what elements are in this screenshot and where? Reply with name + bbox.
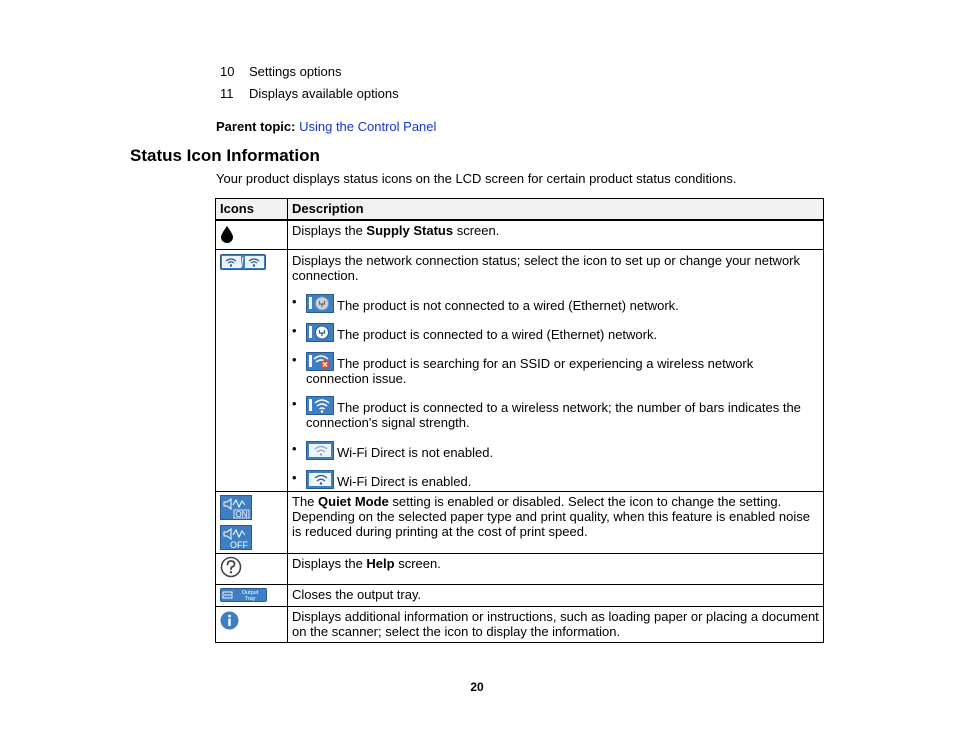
bullet-text: Wi-Fi Direct is not enabled. bbox=[337, 445, 494, 460]
icon-cell bbox=[216, 554, 288, 585]
output-tray-label-2: Tray bbox=[244, 596, 256, 602]
icon-cell bbox=[216, 585, 288, 607]
list-item bbox=[292, 470, 819, 489]
desc-text: The bbox=[292, 494, 319, 509]
status-icon-table bbox=[215, 198, 824, 643]
output-tray-icon[interactable] bbox=[220, 588, 267, 602]
parent-topic-label: Parent topic: bbox=[216, 119, 296, 134]
page-number: 20 bbox=[470, 680, 484, 694]
bullet-text: The product is connected to a wireless network; the number of bars indicates the connection's signal strength. bbox=[306, 400, 801, 430]
desc-text: Displays the network connection status; select the icon to set up or change your network connection. bbox=[292, 253, 800, 283]
network-status-icon[interactable] bbox=[220, 254, 266, 270]
icon-cell bbox=[216, 607, 288, 643]
desc-text: Displays the bbox=[292, 223, 367, 238]
wifi-direct-disabled-icon bbox=[306, 441, 334, 460]
bullet: • bbox=[292, 470, 297, 485]
quiet-on-label: ON bbox=[235, 510, 248, 519]
desc-bold: Quiet Mode bbox=[318, 494, 389, 509]
table-row bbox=[216, 607, 824, 643]
description-cell bbox=[288, 554, 824, 585]
list-item bbox=[292, 396, 819, 430]
table-row bbox=[216, 585, 824, 607]
step-text: Displays available options bbox=[249, 86, 399, 101]
bullet-text: The product is connected to a wired (Ethernet) network. bbox=[337, 327, 658, 342]
step-number: 10 bbox=[220, 64, 235, 79]
description-cell bbox=[288, 250, 824, 492]
icon-cell bbox=[216, 492, 288, 554]
bullet: • bbox=[292, 396, 297, 411]
bullet: • bbox=[292, 352, 297, 367]
parent-topic-link[interactable]: Using the Control Panel bbox=[299, 119, 437, 134]
desc-text: screen. bbox=[453, 223, 500, 238]
desc-text: screen. bbox=[394, 556, 441, 571]
output-tray-label-1: Output bbox=[241, 590, 259, 596]
desc-bold: Help bbox=[366, 556, 395, 571]
table-header-row bbox=[216, 199, 824, 221]
header-description: Description bbox=[288, 199, 824, 221]
bullet-text: The product is not connected to a wired (Ethernet) network. bbox=[337, 298, 679, 313]
list-item bbox=[292, 352, 819, 386]
desc-bold: Supply Status bbox=[366, 223, 454, 238]
help-icon[interactable] bbox=[220, 556, 242, 578]
parent-topic bbox=[216, 119, 436, 134]
bullet: • bbox=[292, 294, 297, 309]
desc-text: setting is enabled or disabled. Select the icon to change the setting. Depending on the selected paper type and print quality, when this feature is enabled noise is reduced during printing at the cost of print speed. bbox=[292, 494, 810, 539]
bullet: • bbox=[292, 441, 297, 456]
info-icon[interactable] bbox=[220, 611, 239, 630]
ethernet-disconnected-icon bbox=[306, 294, 334, 313]
bullet-text: The product is searching for an SSID or experiencing a wireless network connection issue. bbox=[306, 356, 754, 386]
icon-cell bbox=[216, 250, 288, 492]
ink-drop-icon[interactable] bbox=[220, 225, 234, 243]
wifi-connected-icon bbox=[306, 396, 334, 415]
list-item bbox=[292, 323, 819, 342]
quiet-off-label: OFF bbox=[230, 540, 248, 550]
wifi-direct-enabled-icon bbox=[306, 470, 334, 489]
section-intro: Your product displays status icons on the LCD screen for certain product status conditions. bbox=[216, 171, 737, 186]
icon-cell bbox=[216, 220, 288, 250]
description-cell bbox=[288, 220, 824, 250]
description-cell bbox=[288, 492, 824, 554]
list-item bbox=[292, 294, 819, 313]
description-cell: Closes the output tray. bbox=[288, 585, 824, 607]
description-cell: Displays additional information or instructions, such as loading paper or placing a document on the scanner; select the icon to display the information. bbox=[288, 607, 824, 643]
quiet-mode-off-icon[interactable] bbox=[220, 525, 252, 550]
bullet-text: Wi-Fi Direct is enabled. bbox=[337, 474, 472, 489]
desc-text: Displays the bbox=[292, 556, 367, 571]
table-row bbox=[216, 220, 824, 250]
table-row bbox=[216, 250, 824, 492]
list-item bbox=[292, 441, 819, 460]
wifi-error-icon bbox=[306, 352, 334, 371]
table-row bbox=[216, 492, 824, 554]
table-row bbox=[216, 554, 824, 585]
quiet-mode-on-icon[interactable] bbox=[220, 495, 252, 520]
bullet: • bbox=[292, 323, 297, 338]
step-number: 11 bbox=[220, 86, 234, 101]
ethernet-connected-icon bbox=[306, 323, 334, 342]
section-title: Status Icon Information bbox=[130, 146, 320, 165]
step-text: Settings options bbox=[249, 64, 342, 79]
header-icons: Icons bbox=[216, 199, 288, 221]
